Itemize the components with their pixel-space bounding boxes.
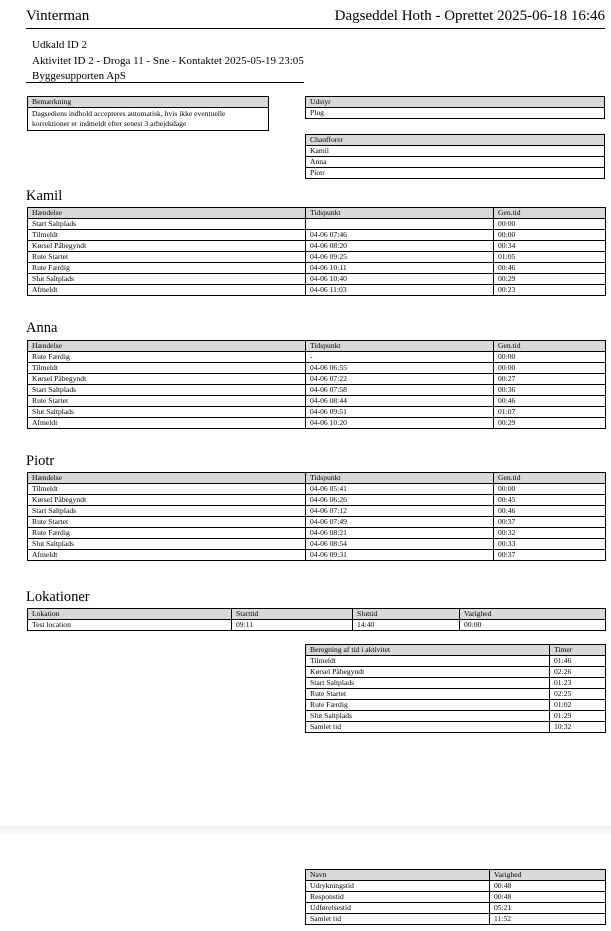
table-cell: Tilmeldt bbox=[306, 656, 550, 667]
table-cell: 14:40 bbox=[353, 620, 460, 631]
table-cell: 04-06 07:58 bbox=[306, 385, 494, 396]
table-cell: Rute Startet bbox=[306, 689, 550, 700]
locations-table bbox=[27, 608, 606, 631]
table-cell: Rute Startet bbox=[28, 396, 306, 407]
column-header: Sluttid bbox=[353, 609, 460, 620]
table-cell: Rute Startet bbox=[28, 517, 306, 528]
table-cell: Rute Startet bbox=[28, 252, 306, 263]
table-cell: 10:32 bbox=[550, 722, 606, 733]
table-cell: Start Saltplads bbox=[28, 219, 306, 230]
page-break bbox=[0, 826, 611, 834]
table-cell: 01:29 bbox=[550, 711, 606, 722]
table-row bbox=[28, 506, 606, 517]
table-row bbox=[28, 263, 606, 274]
column-header: Varighed bbox=[490, 870, 606, 881]
table-header-row bbox=[306, 870, 606, 881]
table-row bbox=[28, 396, 606, 407]
table-cell: 00:46 bbox=[494, 396, 606, 407]
table-cell: 04-06 09:31 bbox=[306, 550, 494, 561]
remark-text: Dagsediens indhold accepteres automatisk, hvis ikke eventuelle korrektioner er indmeldt efter senest 3 arbejdsdage bbox=[28, 108, 269, 131]
driver-events-table bbox=[27, 472, 606, 561]
table-row bbox=[28, 219, 606, 230]
table-cell: Samlet tid bbox=[306, 914, 490, 925]
table-header-row bbox=[28, 609, 606, 620]
table-cell: Rute Færdig bbox=[28, 263, 306, 274]
table-cell: 00:36 bbox=[494, 385, 606, 396]
page-title: Dagseddel Hoth - Oprettet 2025-06-18 16:46 bbox=[334, 8, 605, 24]
table-cell: Slut Saltplads bbox=[28, 407, 306, 418]
table-cell: 00:37 bbox=[494, 550, 606, 561]
driver-section-title: Anna bbox=[26, 320, 58, 336]
table-row bbox=[28, 385, 606, 396]
table-cell: Test location bbox=[28, 620, 232, 631]
locations-title: Lokationer bbox=[26, 589, 90, 605]
table-cell: Start Saltplads bbox=[28, 506, 306, 517]
table-cell: 01:07 bbox=[494, 407, 606, 418]
table-row bbox=[306, 711, 606, 722]
table-row bbox=[306, 722, 606, 733]
remark-header: Bemærkning bbox=[28, 97, 269, 108]
header-divider bbox=[26, 28, 605, 29]
table-header-row bbox=[28, 208, 606, 219]
table-cell: 01:02 bbox=[550, 700, 606, 711]
table-cell: 04-06 07:12 bbox=[306, 506, 494, 517]
table-cell: 00:00 bbox=[494, 484, 606, 495]
table-cell: 00:37 bbox=[494, 517, 606, 528]
table-header-row bbox=[28, 473, 606, 484]
table-row bbox=[306, 914, 606, 925]
table-cell: 00:00 bbox=[460, 620, 606, 631]
table-cell: 01:23 bbox=[550, 678, 606, 689]
table-cell: 04-06 06:55 bbox=[306, 363, 494, 374]
equipment-header: Udstyr bbox=[306, 97, 605, 108]
table-cell: 04-06 08:44 bbox=[306, 396, 494, 407]
table-cell: 04-06 08:20 bbox=[306, 241, 494, 252]
table-row bbox=[306, 678, 606, 689]
driver-section-title: Piotr bbox=[26, 453, 55, 469]
equipment-item: Plug bbox=[306, 108, 605, 119]
driver-item: Anna bbox=[306, 157, 605, 168]
driver-section-title: Kamil bbox=[26, 188, 63, 204]
table-cell: Rute Færdig bbox=[28, 528, 306, 539]
activity-time-table bbox=[305, 644, 606, 733]
table-row bbox=[306, 881, 606, 892]
table-cell: 00:29 bbox=[494, 418, 606, 429]
table-cell: Afmeldt bbox=[28, 550, 306, 561]
table-cell: Tilmeldt bbox=[28, 484, 306, 495]
equipment-table bbox=[305, 96, 605, 119]
table-cell: Tilmeldt bbox=[28, 230, 306, 241]
table-header-row bbox=[28, 341, 606, 352]
table-cell: 00:46 bbox=[494, 506, 606, 517]
column-header: Tidspunkt bbox=[306, 473, 494, 484]
callout-id: Udkald ID 2 bbox=[32, 39, 87, 51]
table-cell: Samlet tid bbox=[306, 722, 550, 733]
table-cell: 02:26 bbox=[550, 667, 606, 678]
table-cell: 02:25 bbox=[550, 689, 606, 700]
table-cell: 00:46 bbox=[494, 263, 606, 274]
table-cell: Afmeldt bbox=[28, 418, 306, 429]
table-cell: 00:00 bbox=[494, 363, 606, 374]
driver-item: Kamil bbox=[306, 146, 605, 157]
column-header: Gen.tid bbox=[494, 473, 606, 484]
table-row bbox=[28, 550, 606, 561]
table-cell: 04-06 07:46 bbox=[306, 230, 494, 241]
table-cell: Responstid bbox=[306, 892, 490, 903]
table-row bbox=[28, 418, 606, 429]
table-cell: Kørsel Påbegyndt bbox=[306, 667, 550, 678]
company-name: Vinterman bbox=[26, 8, 90, 24]
table-cell: Udførelsestid bbox=[306, 903, 490, 914]
driver-item: Piotr bbox=[306, 168, 605, 179]
table-cell: Start Saltplads bbox=[28, 385, 306, 396]
driver-events-table bbox=[27, 340, 606, 429]
column-header: Beregning af tid i aktivitet bbox=[306, 645, 550, 656]
table-cell: 00:48 bbox=[490, 881, 606, 892]
column-header: Gen.tid bbox=[494, 208, 606, 219]
table-cell: 04-06 09:25 bbox=[306, 252, 494, 263]
activity-line: Aktivitet ID 2 - Droga 11 - Sne - Kontaktet 2025-05-19 23:05 bbox=[32, 55, 304, 67]
table-cell: 04-06 07:22 bbox=[306, 374, 494, 385]
table-cell: Slut Saltplads bbox=[28, 274, 306, 285]
table-cell: 04-06 09:51 bbox=[306, 407, 494, 418]
column-header: Hændelse bbox=[28, 473, 306, 484]
table-row bbox=[28, 374, 606, 385]
table-row bbox=[28, 539, 606, 550]
table-cell: 11:52 bbox=[490, 914, 606, 925]
table-cell: 00:00 bbox=[494, 219, 606, 230]
table-row bbox=[28, 517, 606, 528]
table-cell: 04-06 10:40 bbox=[306, 274, 494, 285]
table-cell: 04-06 08:54 bbox=[306, 539, 494, 550]
table-cell: Kørsel Påbegyndt bbox=[28, 374, 306, 385]
table-cell: 04-06 06:26 bbox=[306, 495, 494, 506]
table-row bbox=[28, 363, 606, 374]
table-row bbox=[306, 700, 606, 711]
table-cell bbox=[306, 219, 494, 230]
table-cell: 00:27 bbox=[494, 374, 606, 385]
table-cell: Afmeldt bbox=[28, 285, 306, 296]
info-divider bbox=[26, 82, 304, 83]
table-row bbox=[306, 892, 606, 903]
driver-events-table bbox=[27, 207, 606, 296]
table-cell: 01:46 bbox=[550, 656, 606, 667]
table-row bbox=[28, 484, 606, 495]
table-cell: - bbox=[306, 352, 494, 363]
column-header: Lokation bbox=[28, 609, 232, 620]
drivers-table bbox=[305, 134, 605, 179]
table-cell: 00:34 bbox=[494, 241, 606, 252]
table-row bbox=[28, 252, 606, 263]
table-cell: 00:48 bbox=[490, 892, 606, 903]
table-cell: Tilmeldt bbox=[28, 363, 306, 374]
table-cell: Slut Saltplads bbox=[306, 711, 550, 722]
table-cell: 00:33 bbox=[494, 539, 606, 550]
customer-name: Byggesupporten ApS bbox=[32, 70, 126, 82]
column-header: Hændelse bbox=[28, 208, 306, 219]
column-header: Varighed bbox=[460, 609, 606, 620]
table-cell: 04-06 05:41 bbox=[306, 484, 494, 495]
table-header-row bbox=[306, 645, 606, 656]
table-cell: 00:32 bbox=[494, 528, 606, 539]
table-cell: Rute Færdig bbox=[28, 352, 306, 363]
table-cell: 04-06 11:03 bbox=[306, 285, 494, 296]
column-header: Tidspunkt bbox=[306, 208, 494, 219]
table-cell: 05:21 bbox=[490, 903, 606, 914]
table-cell: Slut Saltplads bbox=[28, 539, 306, 550]
table-cell: 01:05 bbox=[494, 252, 606, 263]
table-row bbox=[28, 528, 606, 539]
summary-table bbox=[305, 869, 606, 925]
column-header: Starttid bbox=[232, 609, 353, 620]
table-row bbox=[28, 274, 606, 285]
table-cell: Rute Færdig bbox=[306, 700, 550, 711]
table-cell: 00:45 bbox=[494, 495, 606, 506]
table-cell: 00:00 bbox=[494, 352, 606, 363]
column-header: Navn bbox=[306, 870, 490, 881]
table-cell: Kørsel Påbegyndt bbox=[28, 495, 306, 506]
column-header: Hændelse bbox=[28, 341, 306, 352]
table-cell: 04-06 08:21 bbox=[306, 528, 494, 539]
table-cell: Udrykningstid bbox=[306, 881, 490, 892]
table-cell: 00:23 bbox=[494, 285, 606, 296]
table-cell: 00:29 bbox=[494, 274, 606, 285]
table-cell: Kørsel Påbegyndt bbox=[28, 241, 306, 252]
column-header: Tidspunkt bbox=[306, 341, 494, 352]
remark-table bbox=[27, 96, 269, 131]
table-row bbox=[28, 230, 606, 241]
table-cell: Start Saltplads bbox=[306, 678, 550, 689]
table-cell: 04-06 10:11 bbox=[306, 263, 494, 274]
table-cell: 04-06 10:20 bbox=[306, 418, 494, 429]
table-row bbox=[28, 620, 606, 631]
table-row bbox=[306, 903, 606, 914]
table-row bbox=[28, 352, 606, 363]
table-row bbox=[28, 285, 606, 296]
table-cell: 09:11 bbox=[232, 620, 353, 631]
table-row bbox=[28, 407, 606, 418]
table-cell: 00:00 bbox=[494, 230, 606, 241]
table-row bbox=[28, 241, 606, 252]
table-cell: 04-06 07:49 bbox=[306, 517, 494, 528]
table-row bbox=[306, 689, 606, 700]
table-row bbox=[28, 495, 606, 506]
column-header: Timer bbox=[550, 645, 606, 656]
drivers-header: Chaufforer bbox=[306, 135, 605, 146]
column-header: Gen.tid bbox=[494, 341, 606, 352]
table-row bbox=[306, 667, 606, 678]
table-row bbox=[306, 656, 606, 667]
